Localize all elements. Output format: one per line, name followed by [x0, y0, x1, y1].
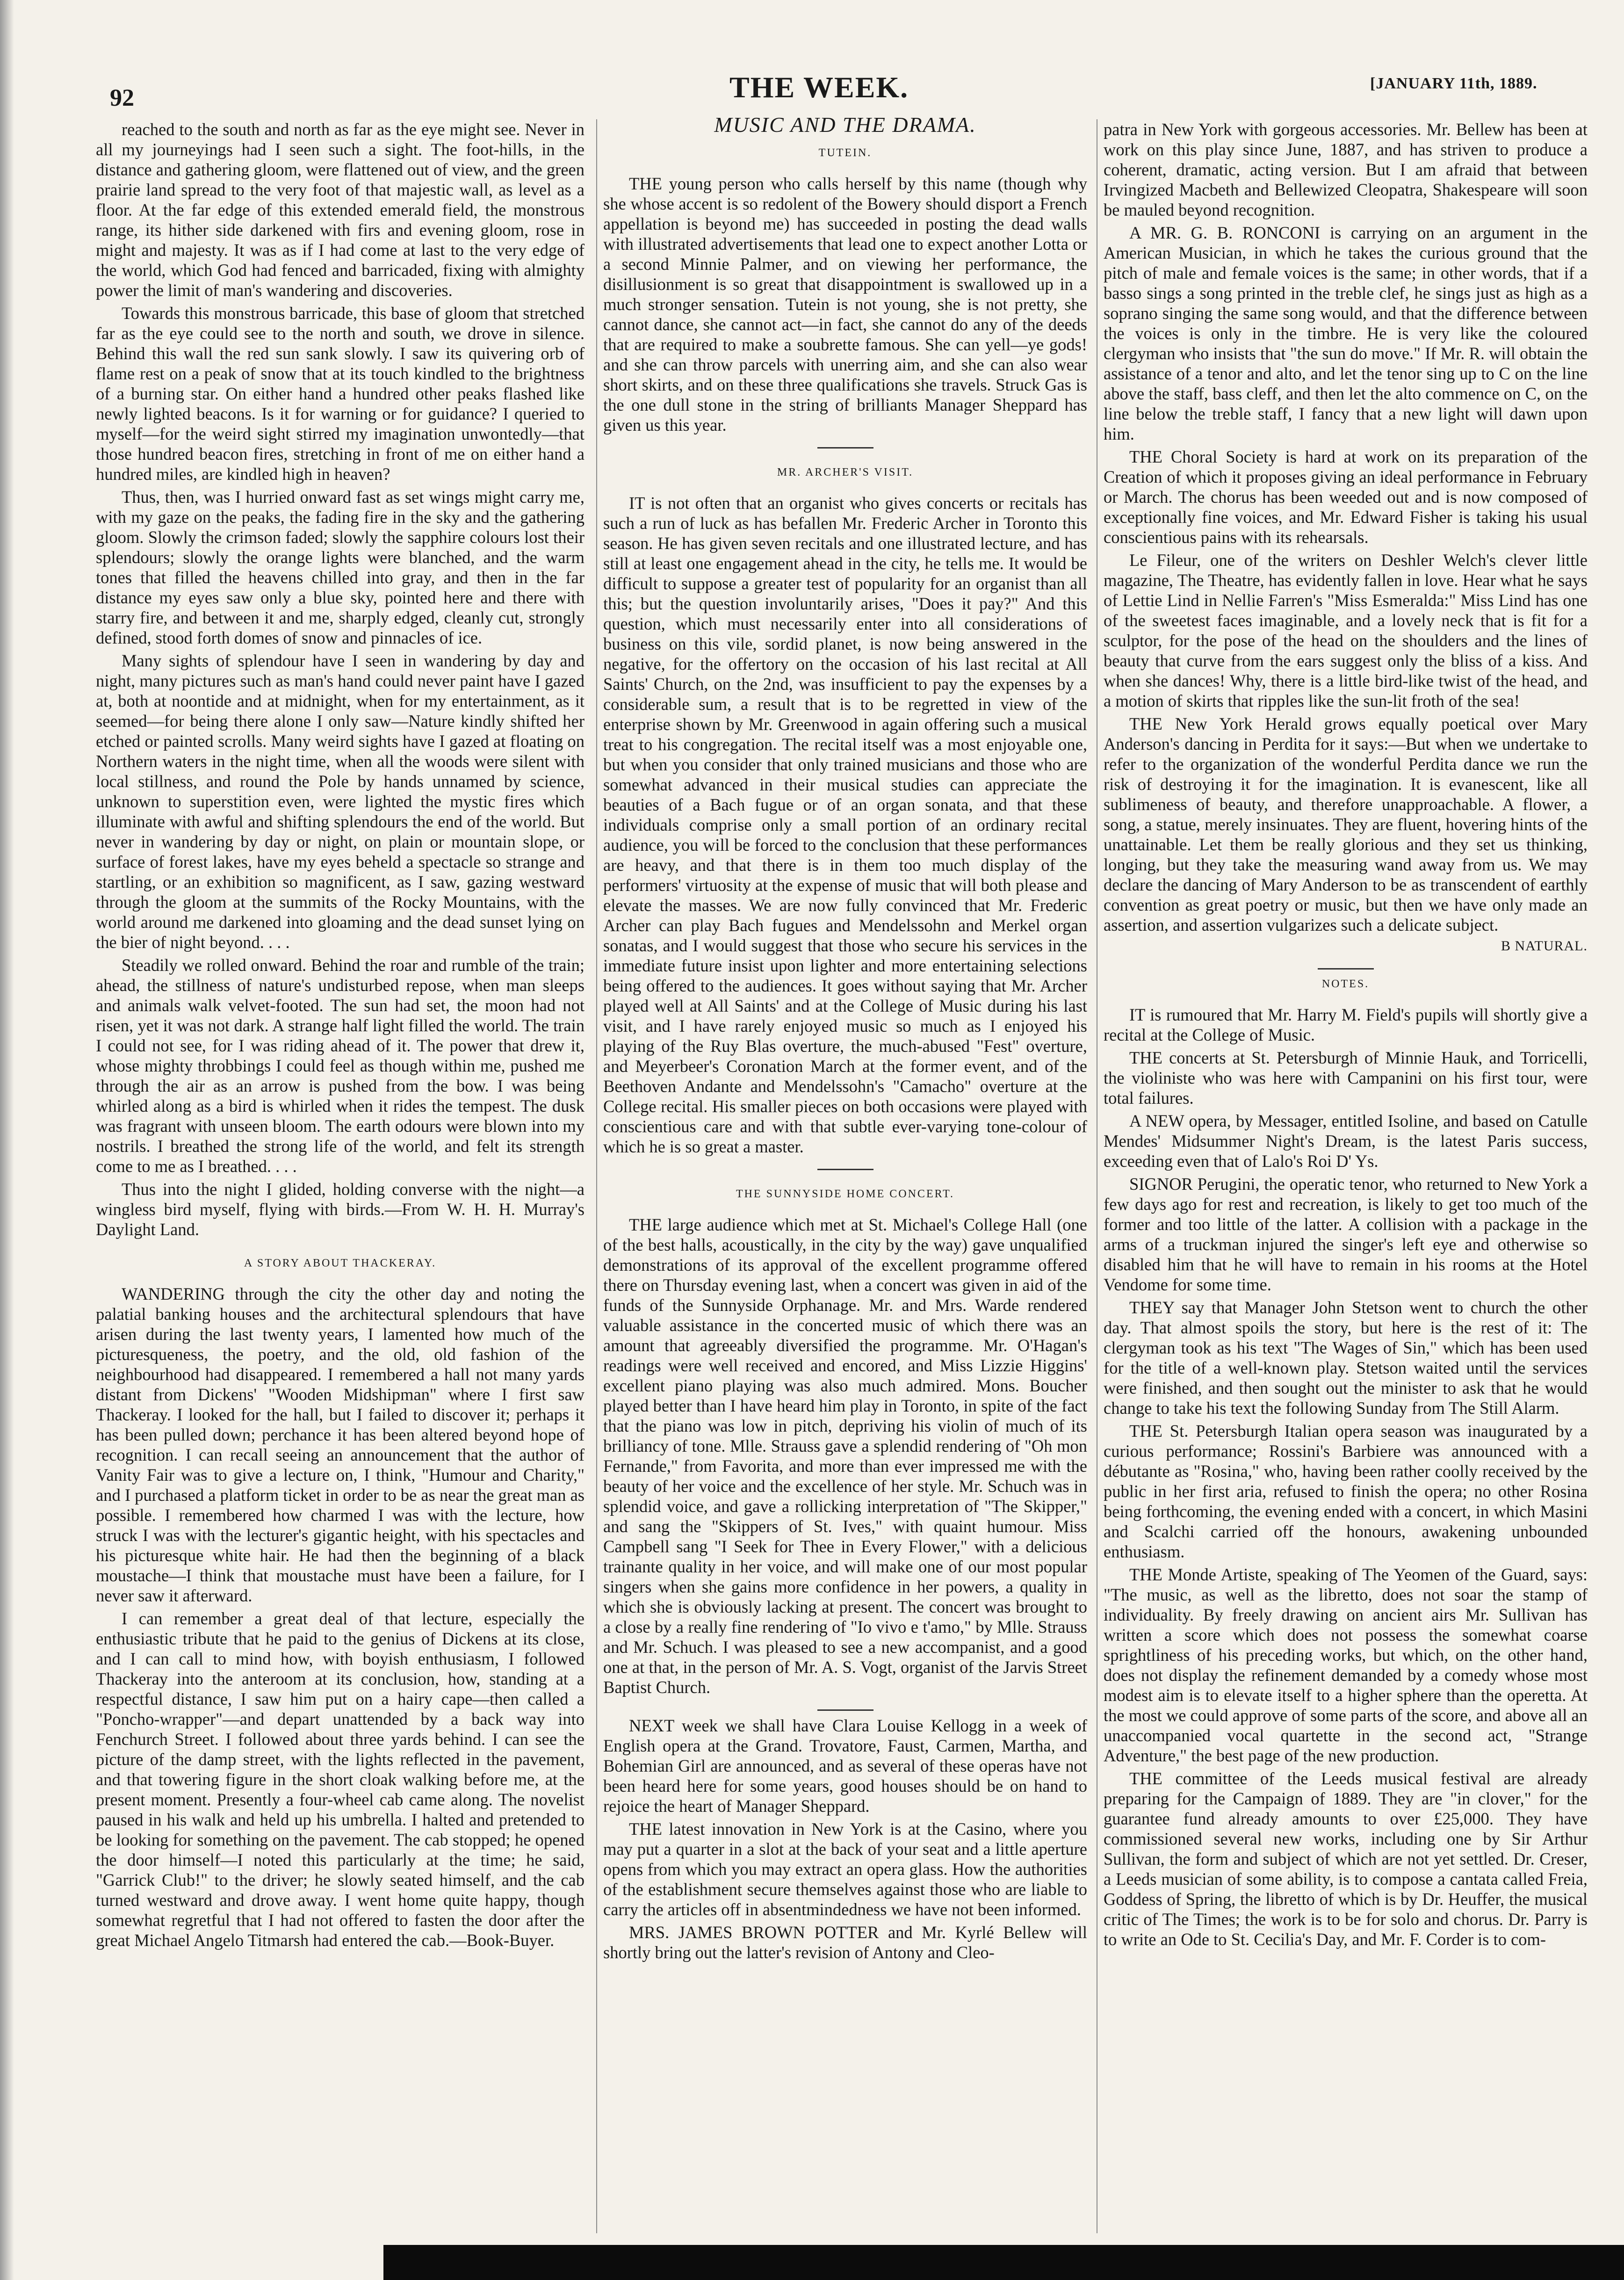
column-2: [603, 113, 1087, 1965]
paragraph: THE large audience which met at St. Michael's College Hall (one of the best halls, acoustically, in the city by the way) gave unqualified demonstrations of its approval of the excellent programme offered there on Thursday evening last, when a concert was given in aid of the funds of the Sunnyside Orphanage. Mr. and Mrs. Warde rendered valuable assistance in the concerted music of which there was an amount that agreeably diversified the programme. Mr. O'Hagan's readings were well received and encored, and Miss Lizzie Higgins' excellent piano playing was also much admired. Mons. Boucher played better than I have heard him play in Toronto, in spite of the fact that the piano was low in pitch, depriving his violin of much of its brilliancy of tone. Mlle. Strauss gave a splendid rendering of "Oh mon Fernande," from Favorita, and more than ever impressed me with the beauty of her voice and the excellence of her style. Mr. Schuch was in splendid voice, and gave a rollicking interpretation of "The Skipper," and sang the "Skippers of St. Ives," with quaint humour. Miss Campbell sang "I Seek for Thee in Every Flower," with a delicious trainante quality in her voice, and will make one of our most popular singers when she gains more confidence in her powers, a quality in which she is obviously lacking at present. The concert was brought to a close by a really fine rendering of "Io vivo e t'amo," by Mlle. Strauss and Mr. Schuch. I was pleased to see a new accompanist, and a good one at that, in the person of Mr. A. S. Vogt, organist of the Jarvis Street Baptist Church.: [603, 1215, 1087, 1697]
article-heading: NOTES.: [1321, 978, 1370, 990]
paragraph: Thus, then, was I hurried onward fast as set wings might carry me, with my gaze on the peaks, the fading fire in the sky and the gathering gloom. Slowly the crimson faded; slowly the sapphire colours lost their splendours; slowly the orange lights were blanched, and the warm tones that filled the heavens chilled into gray, and then in the far distance my eyes saw only a blue sky, pointed here and there with starry fire, and between it and me, sharply edged, cleanly cut, strongly defined, stood forth domes of snow and pinnacles of ice.: [96, 487, 585, 647]
article-heading: A STORY ABOUT THACKERAY.: [244, 1257, 437, 1269]
section-rule: [1318, 968, 1374, 970]
paragraph: Steadily we rolled onward. Behind the roar and rumble of the train; ahead, the stillness of nature's undisturbed repose, when man sleeps and animals walk velvet-footed. The sun had set, the moon had not risen, yet it was not dark. A strange half light filled the world. The train I could not see, for I was riding ahead of it. The power that drew it, whose mighty throbbings I could feel as though within me, pushed me through the air as an arrow is pushed from the bow. I was being whirled along as a bird is whirled when it rides the tempest. The dusk was fragrant with unseen bloom. The earth odours were blown into my nostrils. I breathed the strong life of the world, and felt its strength come to me as I breathed. . . .: [96, 955, 585, 1176]
paragraph: A NEW opera, by Messager, entitled Isoline, and based on Catulle Mendes' Midsummer Night's Dream, is the latest Paris success, exceeding even that of Lalo's Roi D' Ys.: [1104, 1111, 1588, 1171]
paragraph: THE concerts at St. Petersburgh of Minnie Hauk, and Torricelli, the violiniste who was here with Campanini on his first tour, were total failures.: [1104, 1048, 1588, 1107]
paragraph: A MR. G. B. RONCONI is carrying on an argument in the American Musician, in which he takes the curious ground that the pitch of male and female voices is the same; in other words, that if a basso sings a song printed in the treble clef, he sings just as high as a soprano singing the same song would, and that the difference between the voices is only in the timbre. He is very like the coloured clergyman who insists that "the sun do move." If Mr. R. will obtain the assistance of a tenor and alto, and let the tenor sing up to C on the line above the staff, bass cleff, and then let the alto commence on C, on the line below the treble staff, I fancy that a new light will dawn upon him.: [1104, 223, 1588, 443]
paragraph: THE St. Petersburgh Italian opera season was inaugurated by a curious performance; Rossini's Barbiere was announced with a débutante as "Rosina," who, having been rather coolly received by the public in her first aria, refused to finish the opera; no other Rosina being forthcoming, the evening ended with a concert, in which Masini and Scalchi carried off the honours, awakening unbounded enthusiasm.: [1104, 1421, 1588, 1561]
article-heading: TUTEIN.: [818, 147, 872, 159]
paragraph: IT is rumoured that Mr. Harry M. Field's pupils will shortly give a recital at the College of Music.: [1104, 1005, 1588, 1044]
paragraph: THE Monde Artiste, speaking of The Yeomen of the Guard, says: "The music, as well as the libretto, does not soar the stamp of individuality. By freely drawing on ancient airs Mr. Sullivan has written a score which does not possess the somewhat coarse sprightliness of his preceding works, but which, on the other hand, does not display the refinement demanded by a comedy whose most modest aim is to elevate itself to a higher sphere than the operetta. At the most we could approve of some parts of the score, and above all an unaccompanied vocal quartette in the second act, "Strange Adventure," the best page of the new production.: [1104, 1565, 1588, 1765]
paragraph: Thus into the night I glided, holding converse with the night—a wingless bird myself, flying with birds.—From W. H. H. Murray's Daylight Land.: [96, 1180, 585, 1239]
paragraph: THE Choral Society is hard at work on its preparation of the Creation of which it proposes giving an ideal performance in February or March. The chorus has been weeded out and is now composed of exceptionally fine voices, and Mr. Edward Fisher is taking his usual conscientious pains with its rehearsals.: [1104, 447, 1588, 547]
paragraph: MRS. JAMES BROWN POTTER and Mr. Kyrlé Bellew will shortly bring out the latter's revision of Antony and Cleo-: [603, 1923, 1087, 1962]
page-edge-shadow: [0, 0, 14, 2280]
section-rule: [817, 447, 873, 449]
section-rule: [817, 1169, 873, 1170]
paragraph: patra in New York with gorgeous accessories. Mr. Bellew has been at work on this play since June, 1887, and has striven to produce a coherent, dramatic, acting version. But I am afraid that between Irvingized Macbeth and Bellewized Cleopatra, Shakespeare will soon be mauled beyond recognition.: [1104, 120, 1588, 219]
paragraph: Le Fileur, one of the writers on Deshler Welch's clever little magazine, The Theatre, has evidently fallen in love. Hear what he says of Lettie Lind in Nellie Farren's "Miss Esmeralda:" Miss Lind has one of the sweetest faces imaginable, and a lovely neck that is fit for a sculptor, for the pose of the head on the shoulders and the lines of beauty that curve from the ears suggest only the bliss of a kiss. And when she dances! Why, there is a little bird-like twist of the head, and a motion of skirts that ripples like the sun-lit froth of the sea!: [1104, 550, 1588, 710]
section-title: MUSIC AND THE DRAMA.: [714, 113, 976, 137]
page-number: 92: [110, 85, 134, 111]
dateline: [JANUARY 11th, 1889.: [1370, 75, 1537, 92]
paragraph: THE young person who calls herself by this name (though why she whose accent is so redolent of the Bowery should disport a French appellation is beyond me) has succeeded in posting the dead walls with illustrated advertisements that lead one to expect another Lotta or a second Minnie Palmer, and on viewing her performance, the disillusionment is so great that disappointment is swallowed up in a much stronger sensation. Tutein is not young, she is not pretty, she cannot dance, she cannot act—in fact, she cannot do any of the deeds that are required to make a soubrette famous. She can yell—ye gods! and she can throw parcels with unerring aim, and she can also wear short skirts, and on these three qualifications she travels. Struck Gas is the one dull stone in the string of brilliants Manager Sheppard has given us this year.: [603, 174, 1087, 434]
column-1: [96, 119, 585, 1953]
paragraph: IT is not often that an organist who gives concerts or recitals has such a run of luck as has befallen Mr. Frederic Archer in Toronto this season. He has given seven recitals and one illustrated lecture, and has still at least one engagement ahead in the city, he tells me. It would be difficult to suppose a greater test of popularity for an organist than all this; but the question involuntarily arises, "Does it pay?" And this question, which must necessarily enter into all considerations of business on this vile, sordid planet, is now being answered in the negative, for the offertory on the occasion of his last recital at All Saints' Church, on the 2nd, was insufficient to pay the expenses by a considerable sum, a result that is to be regretted in view of the enterprise shown by Mr. Greenwood in again offering such a musical treat to his congregation. The recital itself was a most enjoyable one, but when you consider that only trained musicians and those who are somewhat advanced in their musical studies can appreciate the beauties of a Bach fugue or of an organ sonata, and that these individuals comprise only a small portion of an ordinary recital audience, you will be forced to the conclusion that these performances are heavy, and that there is in them too much display of the performers' virtuosity at the expense of music that will both please and elevate the masses. We are now fully convinced that Mr. Frederic Archer can play Bach fugues and Mendelssohn and Merkel organ sonatas, and I would suggest that those who secure his services in the immediate future insist upon lighter and more entertaining selections being offered to the audiences. It goes without saying that Mr. Archer played well at All Saints' and at the College of Music during his last visit, and I have rarely enjoyed music so much as I enjoyed his playing of the Ruy Blas overture, the much-abused "Fest" overture, and Meyerbeer's Coronation March at the former event, and of the Beethoven Andante and Mendelssohn's "Camacho" overture at the College recital. His smaller pieces on both occasions were played with conscientious care and with that subtle ever-varying tone-colour of which he is so great a master.: [603, 493, 1087, 1156]
paragraph: I can remember a great deal of that lecture, especially the enthusiastic tribute that he paid to the genius of Dickens at its close, and I can call to mind how, with boyish enthusiasm, I followed Thackeray into the anteroom at its conclusion, how, standing at a respectful distance, I saw him put on a hairy cape—then called a "Poncho-wrapper"—and depart unattended by a back way into Fenchurch Street. I followed about three yards behind. I can see the picture of the damp street, with the lights reflected in the pavement, and that towering figure in the short cloak walking before me, at the present moment. Presently a four-wheel cab came along. The novelist paused in his walk and held up his umbrella. I halted and pretended to be looking for something on the pavement. The cab stopped; he opened the door himself—I noted this particularly at the time; he said, "Garrick Club!" to the driver; he slowly seated himself, and the cab turned westward and drove away. I went home quite happy, though somewhat regretful that I had not offered to fasten the door after the great Michael Angelo Titmarsh had entered the cab.—Book-Buyer.: [96, 1609, 585, 1950]
section-rule: [817, 1709, 873, 1711]
article-heading: MR. ARCHER'S VISIT.: [777, 466, 914, 478]
paragraph: SIGNOR Perugini, the operatic tenor, who returned to New York a few days ago for rest and recreation, is likely to get too much of the former and too little of the latter. A collision with a package in the arms of a truckman injured the singer's left eye and otherwise so disabled him that he will have to remain in his rooms at the Hotel Vendome for some time.: [1104, 1174, 1588, 1294]
paragraph: Towards this monstrous barricade, this base of gloom that stretched far as the eye could see to the north and south, we drove in silence. Behind this wall the red sun sank slowly. I saw its quivering orb of flame rest on a peak of snow that at its touch kindled to the brightness of a burning star. On either hand a hundred other peaks flashed like newly lighted beacons. Is it for warning or for guidance? I queried to myself—for the weird sight stirred my imagination unwontedly—that those hundred beacon fires, stretching in front of me on either hand a hundred miles, are kindled high in heaven?: [96, 304, 585, 484]
scan-border: [383, 2245, 1624, 2280]
signature: B NATURAL.: [1501, 938, 1588, 954]
paragraph: Many sights of splendour have I seen in wandering by day and night, many pictures such as man's hand could never paint have I gazed at, both at noontide and at midnight, when for my entertainment, as it seemed—for being there alone I only saw—Nature kindly shifted her etched or painted scrolls. Many weird sights have I gazed at floating on Northern waters in the night time, when all the woods were silent with local stillness, and round the Pole by hands unnamed by science, unknown to superstition even, were lighted the mystic fires which illuminate with awful and shifting splendours the end of the world. But never in wandering by day or night, on plain or mountain slope, or surface of forest lakes, have my eyes beheld a spectacle so strange and startling, or an exhibition so magnificent, as I saw, gazing westward through the gloom at the summits of the Rocky Mountains, with the world around me darkened into gloaming and the dead sunset lying on the bier of night beyond. . . .: [96, 651, 585, 952]
paragraph: THE committee of the Leeds musical festival are already preparing for the Campaign of 1889. They are "in clover," for the guarantee fund already amounts to over £25,000. They have commissioned several new works, including one by Sir Arthur Sullivan, the form and subject of which are not yet settled. Dr. Creser, a Leeds musician of some ability, is to compose a cantata called Freia, Goddess of Spring, the libretto of which is by Dr. Heuffer, the musical critic of The Times; the work is to be for solo and chorus. Dr. Parry is to write an Ode to St. Cecilia's Day, and Mr. F. Corder is to com-: [1104, 1769, 1588, 1949]
paragraph: THE New York Herald grows equally poetical over Mary Anderson's dancing in Perdita for it says:—But when we undertake to refer to the organization of the wonderful Perdita dance we run the risk of destroying it for the imagination. It is evanescent, like all sublimeness of beauty, and therefore unapproachable. A flower, a song, a statue, merely insinuates. They are fluent, hovering hints of the unattainable. Let them be really glorious and they set us thinking, longing, but they take the measuring wand away from us. We may declare the dancing of Mary Anderson to be as transcendent of earthly convention as great poetry or music, but then we have only made an assertion, and assertion vulgarizes such a delicate subject.: [1104, 714, 1588, 934]
paragraph: WANDERING through the city the other day and noting the palatial banking houses and the architectural splendours that have arisen during the last twenty years, I lamented how much of the picturesqueness, the poetry, and the old, old fashion of the neighbourhood had disappeared. I remembered a hall not many yards distant from Dickens' "Wooden Midshipman" where I first saw Thackeray. I looked for the hall, but I failed to discover it; perhaps it has been pulled down; perchance it has been altered beyond hope of recognition. I can recall seeing an announcement that the author of Vanity Fair was to give a lecture on, I think, "Humour and Charity," and I purchased a platform ticket in order to be as near the great man as possible. I remembered how charmed I was with the lecture, how struck I was with the lecturer's gigantic height, with his spectacles and his picturesque white hair. He had then the beginning of a black moustache—I think that moustache must have been a failure, for I never saw it afterward.: [96, 1284, 585, 1605]
paragraph: THEY say that Manager John Stetson went to church the other day. That almost spoils the story, but here is the rest of it: The clergyman took as his text "The Wages of Sin," which has been used for the title of a well-known play. Stetson waited until the services were finished, and then sought out the minister to ask that he would change to take his text the following Sunday from The Still Alarm.: [1104, 1298, 1588, 1418]
column-rule: [596, 119, 597, 2233]
paragraph: reached to the south and north as far as the eye might see. Never in all my journeyings had I seen such a sight. The foot-hills, in the distance and gathering gloom, were flattened out of view, and the green prairie land spread to the very foot of that majestic wall, as level as a floor. At the far edge of this extended emerald field, the monstrous range, its hither side darkened with firs and evening gloom, rose in might and majesty. It was as if I had come at last to the very edge of the world, which God had fenced and barricaded, fixing with almighty power the limit of man's wandering and discoveries.: [96, 120, 585, 300]
column-3: [1104, 119, 1588, 1952]
publication-title: THE WEEK.: [729, 71, 909, 104]
paragraph: NEXT week we shall have Clara Louise Kellogg in a week of English opera at the Grand. Trovatore, Faust, Carmen, Martha, and Bohemian Girl are announced, and as several of these operas have not been heard here for some years, good houses should be on hand to rejoice the heart of Manager Sheppard.: [603, 1716, 1087, 1816]
paragraph: THE latest innovation in New York is at the Casino, where you may put a quarter in a slot at the back of your seat and a little aperture opens from which you may extract an opera glass. How the authorities of the establishment secure themselves against those who are liable to carry the articles off in absentmindedness we have not been informed.: [603, 1819, 1087, 1919]
article-heading: THE SUNNYSIDE HOME CONCERT.: [736, 1188, 955, 1200]
